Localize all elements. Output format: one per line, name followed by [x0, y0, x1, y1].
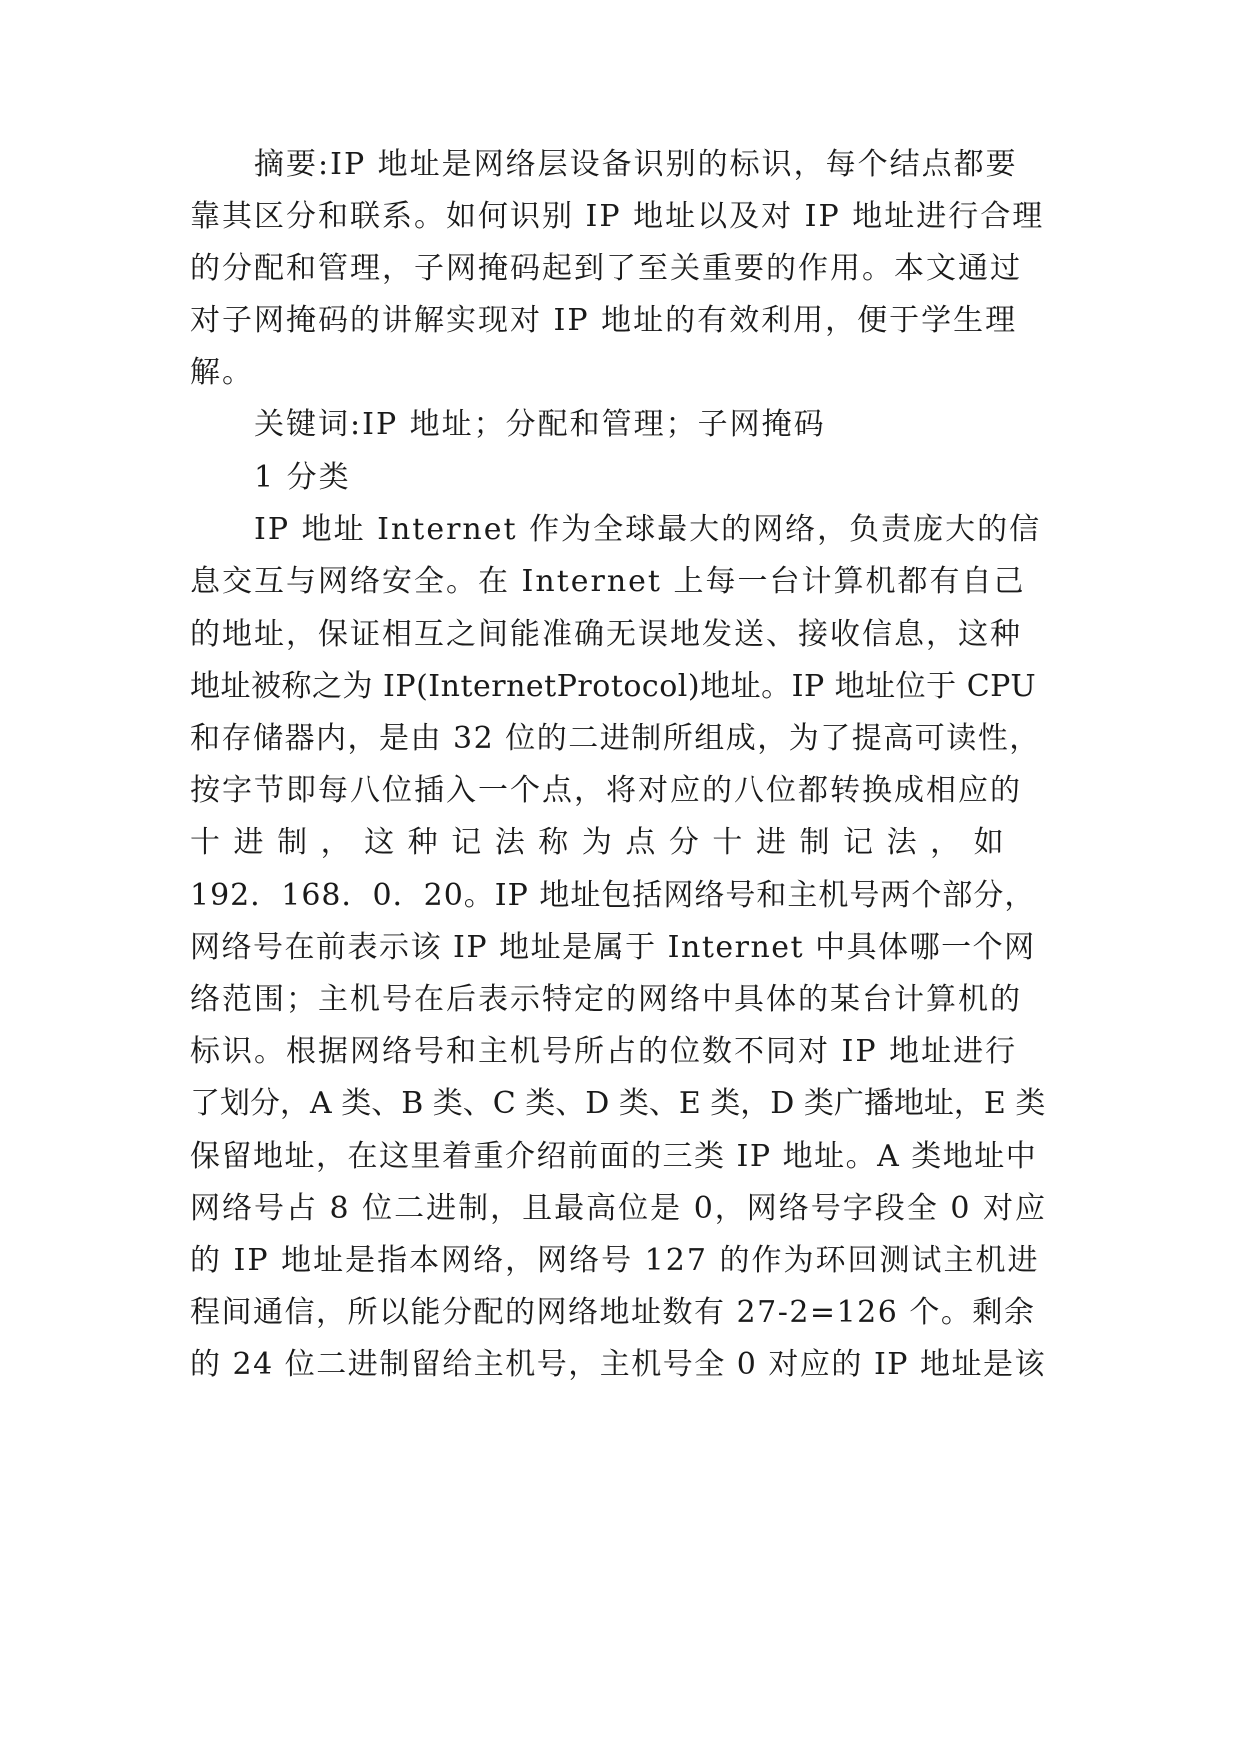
paragraph-line-9: 网络号在前表示该 IP 地址是属于 Internet 中具体哪一个网: [190, 930, 1036, 965]
paragraph-line-11: 标识。根据网络号和主机号所占的位数不同对 IP 地址进行: [190, 1034, 1018, 1069]
abstract-line-2: 靠其区分和联系。如何识别 IP 地址以及对 IP 地址进行合理: [190, 199, 1045, 234]
paragraph-line-16: 程间通信，所以能分配的网络地址数有 27-2=126 个。剩余: [190, 1295, 1036, 1330]
abstract-line-4: 对子网掩码的讲解实现对 IP 地址的有效利用，便于学生理: [190, 303, 1018, 338]
paragraph-line-8: 192．168．0．20。IP 地址包括网络号和主机号两个部分，: [190, 878, 1036, 913]
paragraph-line-7: 十 进 制 ， 这 种 记 法 称 为 点 分 十 进 制 记 法 ， 如: [190, 825, 1006, 860]
keywords-line: 关键词:IP 地址；分配和管理；子网掩码: [254, 407, 826, 442]
paragraph-line-15: 的 IP 地址是指本网络，网络号 127 的作为环回测试主机进: [190, 1243, 1040, 1278]
paragraph-line-5: 和存储器内，是由 32 位的二进制所组成，为了提高可读性，: [190, 721, 1041, 756]
paragraph-line-3: 的地址，保证相互之间能准确无误地发送、接收信息，这种: [190, 617, 1022, 652]
paragraph-line-13: 保留地址，在这里着重介绍前面的三类 IP 地址。A 类地址中: [190, 1139, 1038, 1174]
section-heading: 1 分类: [254, 460, 351, 495]
paragraph-line-17: 的 24 位二进制留给主机号，主机号全 0 对应的 IP 地址是该: [190, 1347, 1047, 1382]
abstract-line-3: 的分配和管理，子网掩码起到了至关重要的作用。本文通过: [190, 251, 1022, 286]
paragraph-line-12: 了划分，A 类、B 类、C 类、D 类、E 类，D 类广播地址，E 类: [190, 1086, 1046, 1121]
paragraph-line-2: 息交互与网络安全。在 Internet 上每一台计算机都有自己: [190, 564, 1026, 599]
paragraph-line-1: IP 地址 Internet 作为全球最大的网络，负责庞大的信: [254, 512, 1042, 547]
abstract-line-5: 解。: [190, 355, 254, 390]
paragraph-line-10: 络范围；主机号在后表示特定的网络中具体的某台计算机的: [190, 982, 1022, 1017]
paragraph-line-6: 按字节即每八位插入一个点，将对应的八位都转换成相应的: [190, 773, 1022, 808]
abstract-line-1: 摘要:IP 地址是网络层设备识别的标识，每个结点都要: [254, 147, 1018, 182]
paragraph-line-4: 地址被称之为 IP(InternetProtocol)地址。IP 地址位于 CPU: [190, 669, 1037, 704]
paragraph-line-14: 网络号占 8 位二进制，且最高位是 0，网络号字段全 0 对应: [190, 1191, 1047, 1226]
